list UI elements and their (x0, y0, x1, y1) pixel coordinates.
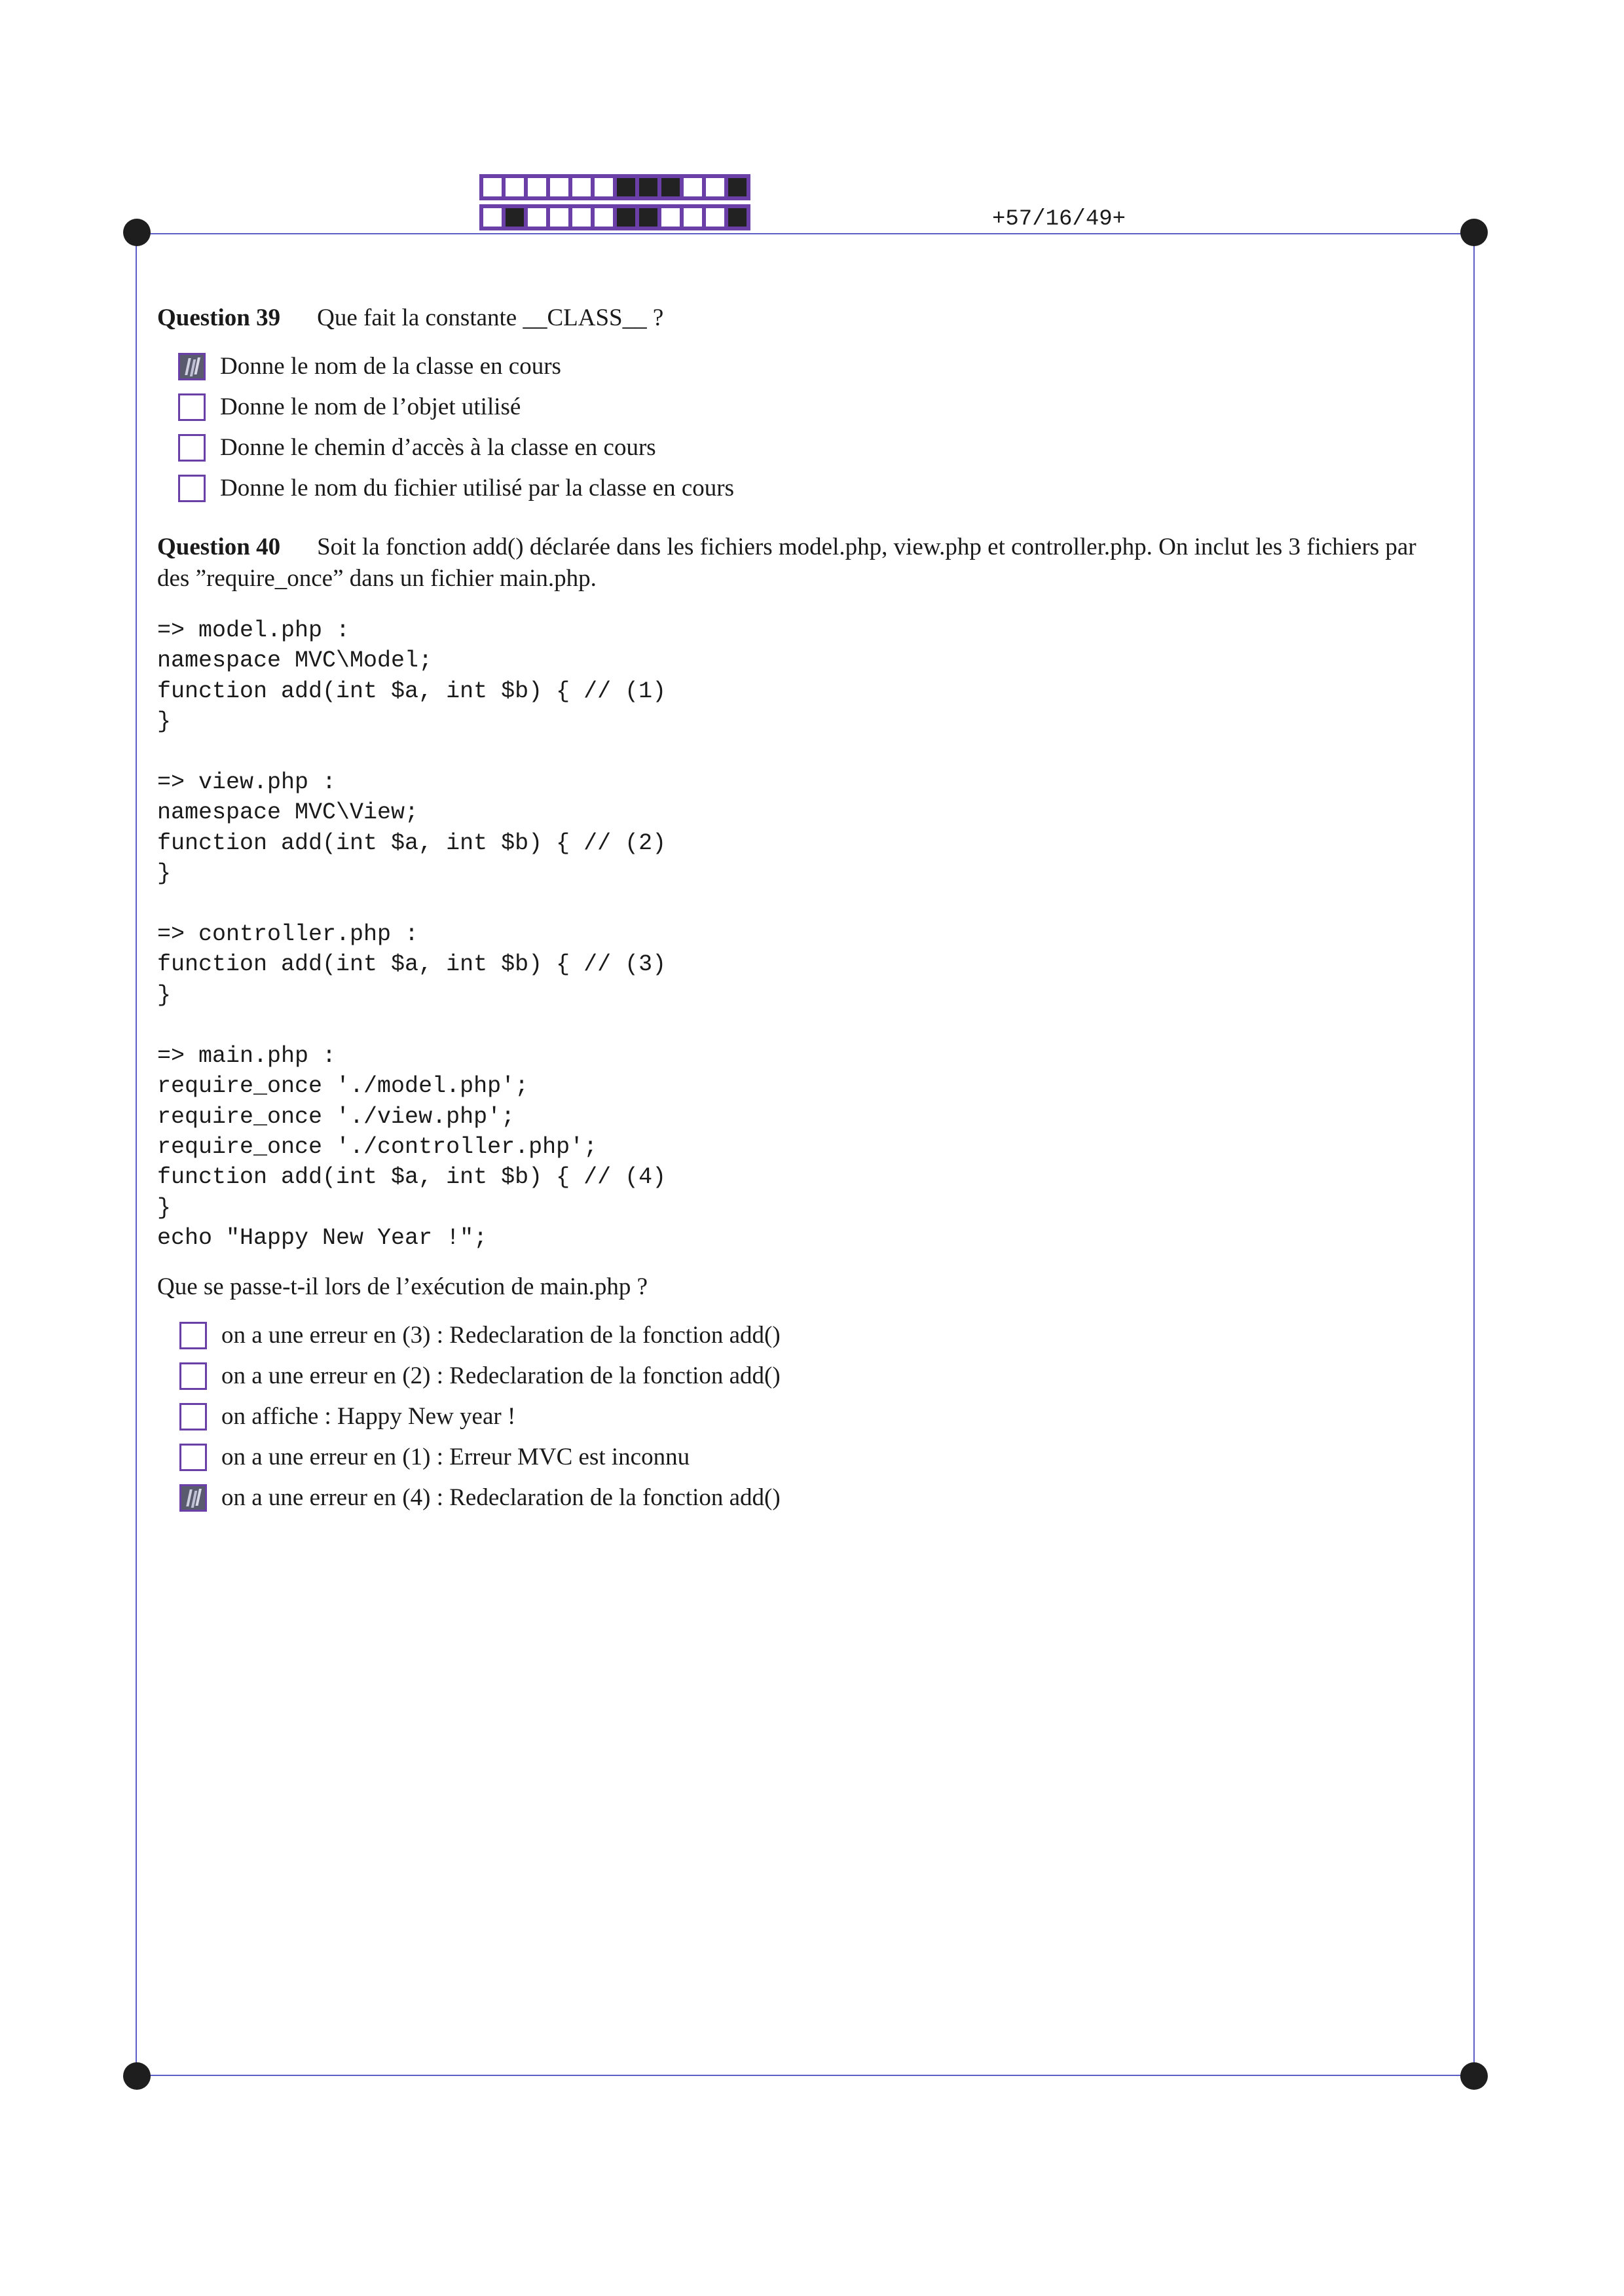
corner-marker-top-right (1460, 219, 1488, 246)
answer-option[interactable] (179, 1321, 781, 1349)
answer-label: on a une erreur en (2) : Redeclaration de la fonction add() (221, 1362, 781, 1389)
answer-option[interactable] (179, 1484, 781, 1512)
barcode-cell (570, 176, 593, 198)
barcode-cell (704, 206, 726, 228)
question-39-title (157, 302, 663, 334)
corner-marker-top-left (123, 219, 151, 246)
answer-label: on a une erreur en (3) : Redeclaration de la fonction add() (221, 1322, 781, 1349)
barcode-cell (593, 176, 615, 198)
answer-option[interactable] (179, 1362, 781, 1390)
question-40-block (157, 532, 1450, 594)
barcode-cell (726, 206, 748, 228)
answer-label: Donne le nom de la classe en cours (220, 353, 561, 380)
barcode-cell (615, 176, 637, 198)
barcode-cell (726, 176, 748, 198)
answer-option[interactable] (178, 352, 561, 380)
answer-label: on a une erreur en (1) : Erreur MVC est inconnu (221, 1444, 690, 1470)
barcode-cell (615, 206, 637, 228)
barcode-cell (504, 206, 526, 228)
barcode-row-2 (479, 204, 750, 230)
barcode-cell (682, 206, 704, 228)
question-text: Soit la fonction add() déclarée dans les fichiers model.php, view.php et controller.php. On inclut les 3 fichiers par des ”require_once” dans un fichier main.php. (157, 534, 1416, 592)
barcode-cell (526, 206, 548, 228)
barcode-cell (481, 176, 504, 198)
checkbox-q39-a3[interactable] (178, 434, 206, 462)
checkbox-q39-a4[interactable] (178, 475, 206, 502)
barcode-cell (548, 176, 570, 198)
barcode-cell (593, 206, 615, 228)
corner-marker-bottom-right (1460, 2062, 1488, 2090)
answer-label: Donne le nom de l’objet utilisé (220, 393, 521, 420)
code-block: => model.php : namespace MVC\Model; function add(int $a, int $b) { // (1) } => view.php : namespace MVC\View; function add(int $a, int $b) { // (2) } => controller.php : function add(int $a, int $b) { // (3) } => main.php : require_once './model.php'; require_once './view.php'; require_once './controller.php'; function add(int $a, int $b) { // (4) } echo "Happy New Year !"; (157, 617, 667, 1252)
answer-option[interactable] (179, 1402, 515, 1430)
barcode-cell (682, 176, 704, 198)
checkbox-q39-a2[interactable] (178, 393, 206, 421)
answer-label: Donne le chemin d’accès à la classe en cours (220, 434, 656, 461)
question-text: Que fait la constante __CLASS__ ? (317, 304, 664, 331)
barcode-cell (526, 176, 548, 198)
answer-option[interactable] (178, 433, 656, 462)
checkbox-q40-a5[interactable] (179, 1484, 207, 1512)
checkbox-q40-a2[interactable] (179, 1362, 207, 1390)
question-number: Question 40 (157, 534, 281, 560)
barcode-cell (570, 206, 593, 228)
answer-label: on affiche : Happy New year ! (221, 1403, 516, 1430)
checkbox-q40-a4[interactable] (179, 1444, 207, 1471)
checkbox-q40-a3[interactable] (179, 1403, 207, 1430)
question-number: Question 39 (157, 304, 281, 331)
barcode-cell (637, 176, 659, 198)
barcode-cell (704, 176, 726, 198)
answer-option[interactable] (178, 474, 734, 502)
checkbox-q39-a1[interactable] (178, 353, 206, 380)
checkbox-q40-a1[interactable] (179, 1322, 207, 1349)
page-id: +57/16/49+ (992, 207, 1126, 232)
answer-option[interactable] (178, 393, 521, 421)
barcode-cell (548, 206, 570, 228)
barcode-cell (504, 176, 526, 198)
corner-marker-bottom-left (123, 2062, 151, 2090)
barcode-cell (637, 206, 659, 228)
barcode-cell (659, 176, 682, 198)
barcode-cell (481, 206, 504, 228)
barcode-cell (659, 206, 682, 228)
answer-option[interactable] (179, 1443, 690, 1471)
barcode-row-1 (479, 174, 750, 200)
question-40-prompt: Que se passe-t-il lors de l’exécution de main.php ? (157, 1273, 648, 1300)
answer-label: on a une erreur en (4) : Redeclaration de la fonction add() (221, 1484, 781, 1511)
answer-label: Donne le nom du fichier utilisé par la classe en cours (220, 475, 734, 501)
